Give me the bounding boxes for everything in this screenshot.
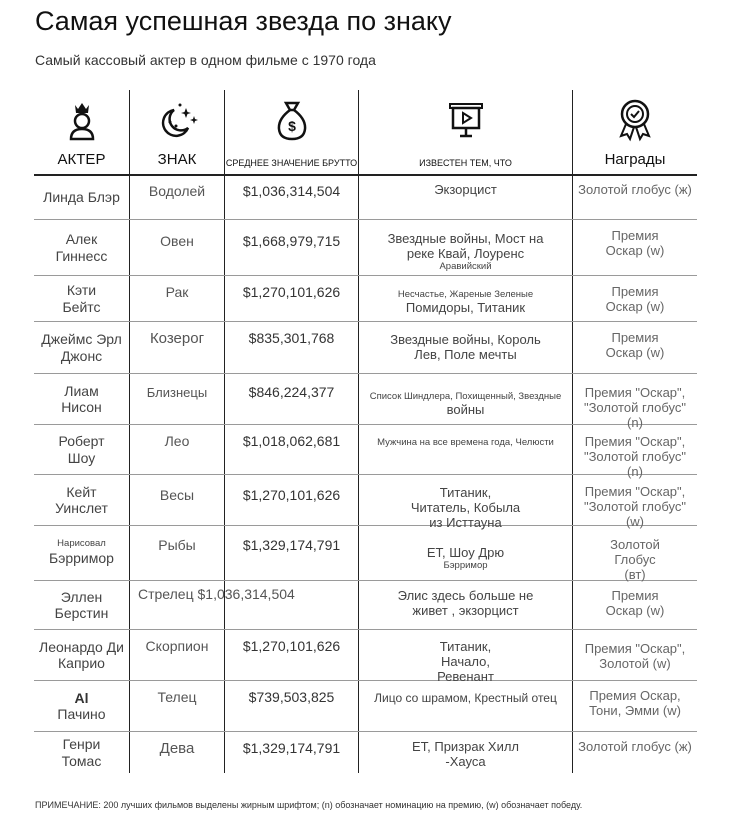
- actor-main: Пачино: [57, 706, 106, 722]
- sign: Рак: [165, 284, 189, 300]
- actor-name: Алек Гиннесс: [55, 231, 108, 264]
- known-for: Лицо со шрамом, Крестный отец: [374, 691, 557, 705]
- gross: $1,668,979,715: [242, 233, 341, 249]
- known-small: Список Шиндлера, Похищенный, Звездные: [369, 391, 562, 403]
- awards: Премия Оскар (w): [605, 228, 665, 258]
- known-main: войны: [446, 401, 485, 417]
- actor-name: Лиам Нисон: [61, 382, 102, 415]
- header-sign-label: ЗНАК: [157, 151, 197, 168]
- table-row: [34, 630, 697, 684]
- actor-name: [34, 681, 129, 731]
- known-small: Мужчина на все времена года, Челюсти: [377, 437, 554, 448]
- awards: Премия "Оскар", "Золотой глобус" (w): [583, 484, 687, 529]
- awards: Премия Оскар (w): [605, 330, 665, 360]
- table-row: [34, 581, 697, 630]
- presentation-board-icon: [359, 98, 572, 142]
- actor-name: Кэти Бейтс: [62, 282, 101, 315]
- known-for: Элис здесь больше не живет , экзорцист: [397, 588, 534, 618]
- awards: Золотой Глобус (вт): [610, 537, 660, 582]
- header-known-label: ИЗВЕСТЕН ТЕМ, ЧТО: [419, 158, 512, 168]
- awards: Золотой глобус (ж): [578, 739, 692, 754]
- header-actor: [34, 90, 129, 174]
- awards: Премия Оскар, Тони, Эмми (w): [589, 688, 681, 718]
- actor-name: Линда Блэр: [43, 188, 120, 205]
- crown-person-icon: [34, 98, 129, 142]
- svg-text:$: $: [287, 118, 296, 134]
- header-gross-label: СРЕДНЕЕ ЗНАЧЕНИЕ БРУТТО: [225, 158, 358, 168]
- known-for: Титаник, Читатель, Кобыла из Исттауна: [410, 485, 521, 530]
- gross: $1,329,174,791: [242, 537, 341, 553]
- header-awards: [573, 90, 697, 174]
- gross: $739,503,825: [248, 689, 335, 705]
- known-for: Экзорцист: [434, 182, 497, 197]
- known-for: [359, 220, 572, 275]
- known-for: [359, 425, 572, 474]
- actor-name: Кейт Уинслет: [55, 483, 108, 516]
- header-known: [359, 90, 572, 174]
- known-for: [359, 374, 572, 424]
- money-bag-icon: [225, 98, 358, 142]
- known-small: Несчастье, Жареные Зеленые: [397, 289, 534, 301]
- gross: $1,270,101,626: [242, 284, 341, 300]
- awards: Премия Оскар (w): [605, 588, 665, 618]
- known-for: Титаник, Начало, Ревенант: [437, 639, 494, 684]
- table-row: [34, 276, 697, 322]
- actor-main: Бэрримор: [49, 550, 114, 567]
- known-for: [359, 526, 572, 580]
- awards: Премия "Оскар", "Золотой глобус" (n): [583, 434, 687, 479]
- header-gross: [225, 90, 358, 174]
- header-awards-label: Награды: [604, 151, 666, 168]
- table-row: [34, 374, 697, 430]
- sign-gross: Стрелец $1,036,314,504: [138, 586, 295, 602]
- known-for: ET, Призрак Хилл -Хауса: [411, 739, 520, 769]
- page-title: Самая успешная звезда по знаку: [35, 6, 452, 36]
- header-actor-label: АКТЕР: [57, 151, 106, 168]
- known-small: Бэрримор: [443, 560, 488, 571]
- known-for: Звездные войны, Король Лев, Поле мечты: [390, 332, 541, 362]
- header-sign: [130, 90, 224, 174]
- gross: $1,018,062,681: [242, 433, 341, 449]
- gross: $1,036,314,504: [242, 183, 341, 199]
- actor-name: Эллен Берстин: [54, 588, 109, 621]
- table-header: [34, 90, 697, 176]
- sign: Рыбы: [158, 537, 196, 553]
- table-row: [34, 681, 697, 732]
- known-for: [359, 276, 572, 321]
- actor-name: Джеймс Эрл Джонс: [41, 331, 122, 364]
- actor-name: Леонардо Ди Каприо: [39, 638, 124, 671]
- gross: $1,270,101,626: [242, 487, 341, 503]
- table-row: [34, 220, 697, 276]
- awards: Премия Оскар (w): [605, 284, 665, 314]
- award-ribbon-icon: [573, 98, 697, 142]
- sign: Скорпион: [145, 638, 209, 654]
- awards: Золотой глобус (ж): [578, 182, 692, 197]
- gross: $1,329,174,791: [242, 740, 341, 756]
- sign: Дева: [159, 740, 195, 757]
- known-main: Звездные войны, Мост на реке Квай, Лоуренс: [387, 231, 544, 262]
- sign: Козерог: [149, 330, 205, 347]
- actor-name: Роберт Шоу: [58, 433, 105, 466]
- sign: Овен: [160, 233, 194, 249]
- awards: Премия "Оскар", "Золотой глобус" (n): [583, 385, 687, 430]
- sign: Близнецы: [146, 385, 208, 400]
- known-small: Аравийский: [439, 260, 492, 272]
- sign: Водолей: [148, 183, 206, 199]
- sign: Весы: [159, 487, 195, 503]
- actor-bold: Al: [74, 689, 89, 706]
- gross: $846,224,377: [248, 384, 335, 400]
- table-row: [34, 732, 697, 773]
- actor-name: Генри Томас: [61, 736, 102, 769]
- sign: Лео: [164, 433, 190, 449]
- page-subtitle: Самый кассовый актер в одном фильме с 1970 года: [35, 52, 376, 68]
- awards: Премия "Оскар", Золотой (w): [584, 641, 686, 671]
- moon-stars-icon: [130, 98, 224, 142]
- known-main: ET, Шоу Дрю: [426, 545, 505, 561]
- table-row: [34, 425, 697, 479]
- gross: $835,301,768: [248, 330, 335, 346]
- table-row: [34, 526, 697, 581]
- sign: Телец: [157, 689, 197, 705]
- actor-name: [34, 526, 129, 580]
- table-row: [34, 475, 697, 530]
- footnote: ПРИМЕЧАНИЕ: 200 лучших фильмов выделены жирным шрифтом; (n) обозначает номинацию на премию, (w) обозначает победу.: [35, 800, 583, 810]
- table-row: [34, 322, 697, 374]
- gross: $1,270,101,626: [242, 638, 341, 654]
- table-row: [34, 175, 697, 220]
- known-main: Помидоры, Титаник: [405, 299, 526, 315]
- actor-small: Нарисовал: [57, 538, 106, 550]
